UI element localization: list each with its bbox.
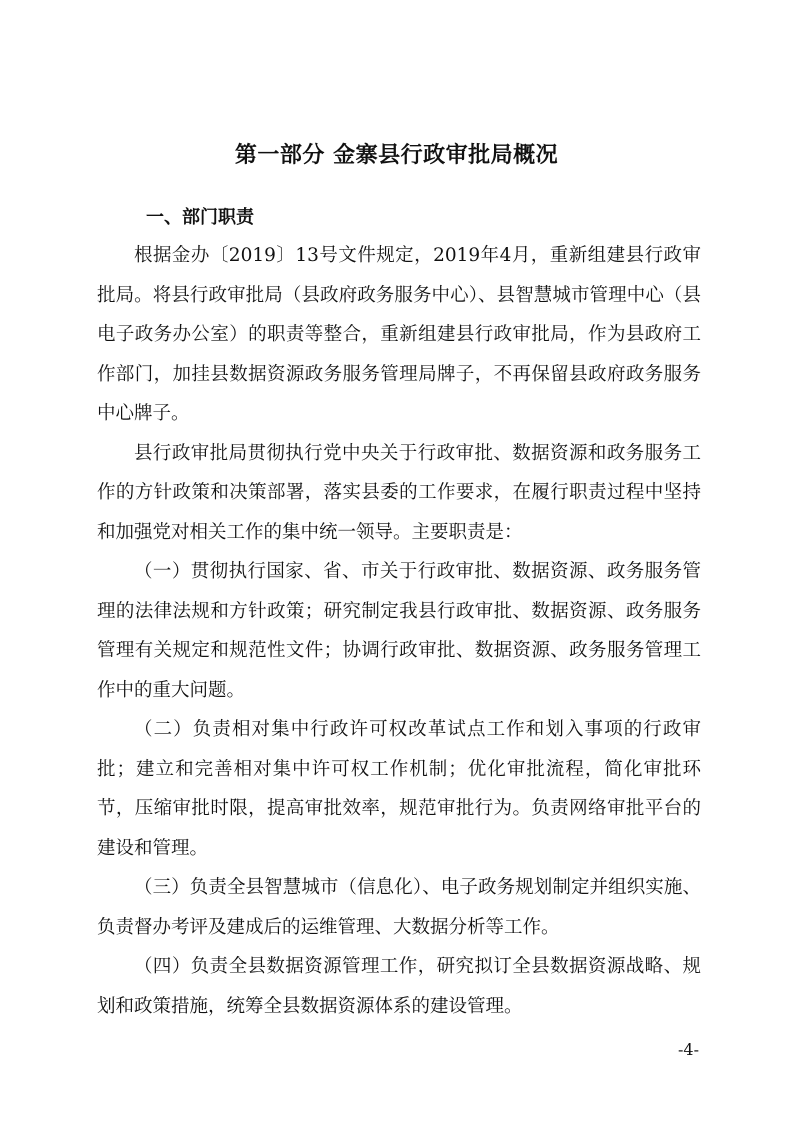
page-title: 第一部分 金寨县行政审批局概况 xyxy=(234,142,559,168)
paragraph: （一）贯彻执行国家、省、市关于行政审批、数据资源、政务服务管理的法律法规和方针政策；研究制定我县行政审批、数据资源、政务服务管理有关规定和规范性文件；协调行政审批、数据资源、政务服务管理工作中的重大问题。 xyxy=(97,561,701,701)
body-text xyxy=(97,236,701,1026)
paragraph: （三）负责全县智慧城市（信息化）、电子政务规划制定并组织实施、负责督办考评及建成后的运维管理、大数据分析等工作。 xyxy=(97,877,701,938)
page-number: -4- xyxy=(678,1040,699,1059)
paragraph: 县行政审批局贯彻执行党中央关于行政审批、数据资源和政务服务工作的方针政策和决策部署，落实县委的工作要求，在履行职责过程中坚持和加强党对相关工作的集中统一领导。主要职责是： xyxy=(97,442,701,543)
paragraph: （四）负责全县数据资源管理工作，研究拟订全县数据资源战略、规划和政策措施，统筹全县数据资源体系的建设管理。 xyxy=(97,956,701,1017)
paragraph: （二）负责相对集中行政许可权改革试点工作和划入事项的行政审批；建立和完善相对集中许可权工作机制；优化审批流程，简化审批环节，压缩审批时限，提高审批效率，规范审批行为。负责网络审批平台的建设和管理。 xyxy=(97,719,701,859)
paragraph: 根据金办〔2019〕13号文件规定，2019年4月，重新组建县行政审批局。将县行政审批局（县政府政务服务中心）、县智慧城市管理中心（县电子政务办公室）的职责等整合，重新组建县行政审批局，作为县政府工作部门，加挂县数据资源政务服务管理局牌子，不再保留县政府政务服务中心牌子。 xyxy=(97,245,701,424)
section-heading: 一、部门职责 xyxy=(146,207,254,228)
